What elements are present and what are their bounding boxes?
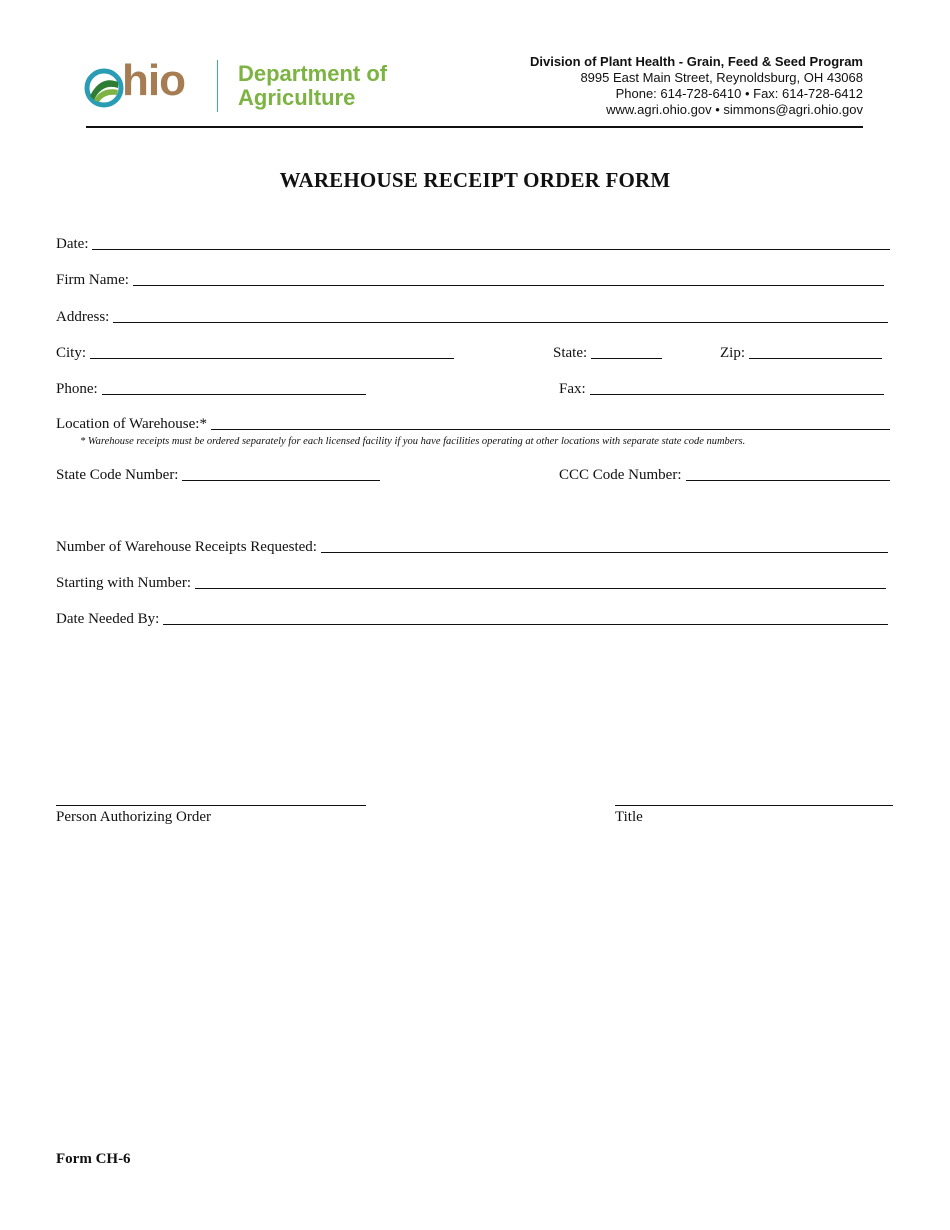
address-label: Address: (56, 309, 110, 325)
header-rule (86, 126, 863, 128)
ccc-code-input-line[interactable] (686, 468, 891, 481)
starting-number-field[interactable] (56, 575, 886, 592)
warehouse-location-field[interactable] (56, 416, 890, 433)
warehouse-location-label: Location of Warehouse:* (56, 416, 207, 432)
starting-number-input-line[interactable] (195, 576, 886, 589)
date-input-line[interactable] (92, 237, 890, 250)
logo-department-text (238, 62, 387, 110)
logo-department-line2: Agriculture (238, 85, 356, 110)
city-label: City: (56, 345, 87, 361)
state-field[interactable] (553, 345, 662, 362)
state-code-input-line[interactable] (182, 468, 380, 481)
contact-block (530, 54, 863, 118)
zip-input-line[interactable] (749, 346, 882, 359)
receipts-requested-field[interactable] (56, 539, 888, 556)
authorizing-person-label: Person Authorizing Order (56, 809, 211, 825)
fax-field[interactable] (559, 381, 884, 398)
state-input-line[interactable] (591, 346, 662, 359)
title-label: Title (615, 809, 643, 825)
receipts-requested-label: Number of Warehouse Receipts Requested: (56, 539, 317, 555)
receipts-requested-input-line[interactable] (321, 540, 888, 553)
ohio-agriculture-logo (84, 58, 414, 118)
date-needed-field[interactable] (56, 611, 888, 628)
zip-label: Zip: (720, 345, 745, 361)
street-address: 8995 East Main Street, Reynoldsburg, OH 43068 (580, 70, 863, 85)
fax-input-line[interactable] (590, 382, 884, 395)
ccc-code-label: CCC Code Number: (559, 467, 682, 483)
address-input-line[interactable] (113, 310, 888, 323)
firm-name-label: Firm Name: (56, 272, 129, 288)
fax-label: Fax: (559, 381, 586, 397)
form-id: Form CH-6 (56, 1151, 131, 1167)
city-field[interactable] (56, 345, 454, 362)
firm-name-input-line[interactable] (133, 273, 884, 286)
letterhead (0, 0, 950, 130)
phone-fax: Phone: 614-728-6410 • Fax: 614-728-6412 (615, 86, 863, 101)
authorizing-person-signature-line[interactable] (56, 805, 366, 806)
state-code-label: State Code Number: (56, 467, 179, 483)
logo-department-line1: Department of (238, 61, 388, 86)
phone-field[interactable] (56, 381, 366, 398)
ccc-code-field[interactable] (559, 467, 890, 484)
form-title: WAREHOUSE RECEIPT ORDER FORM (279, 168, 671, 192)
warehouse-location-input-line[interactable] (211, 417, 890, 430)
ohio-o-emblem-icon (84, 68, 124, 108)
title-signature-line[interactable] (615, 805, 893, 806)
date-needed-input-line[interactable] (163, 612, 888, 625)
state-label: State: (553, 345, 588, 361)
state-code-field[interactable] (56, 467, 380, 484)
date-label: Date: (56, 236, 89, 252)
phone-input-line[interactable] (102, 382, 366, 395)
phone-label: Phone: (56, 381, 98, 397)
web-email: www.agri.ohio.gov • simmons@agri.ohio.gov (606, 102, 863, 117)
facility-note: * Warehouse receipts must be ordered separately for each licensed facility if you have facilities operating at other locations with separate state code numbers. (80, 436, 746, 447)
logo-divider (217, 60, 218, 112)
address-field[interactable] (56, 309, 888, 326)
firm-name-field[interactable] (56, 272, 884, 289)
date-needed-label: Date Needed By: (56, 611, 160, 627)
starting-number-label: Starting with Number: (56, 575, 191, 591)
logo-wordmark: hio (122, 56, 185, 105)
division-name: Division of Plant Health - Grain, Feed & Seed Program (529, 54, 863, 69)
city-input-line[interactable] (90, 346, 454, 359)
zip-field[interactable] (720, 345, 882, 362)
date-field[interactable] (56, 236, 890, 253)
